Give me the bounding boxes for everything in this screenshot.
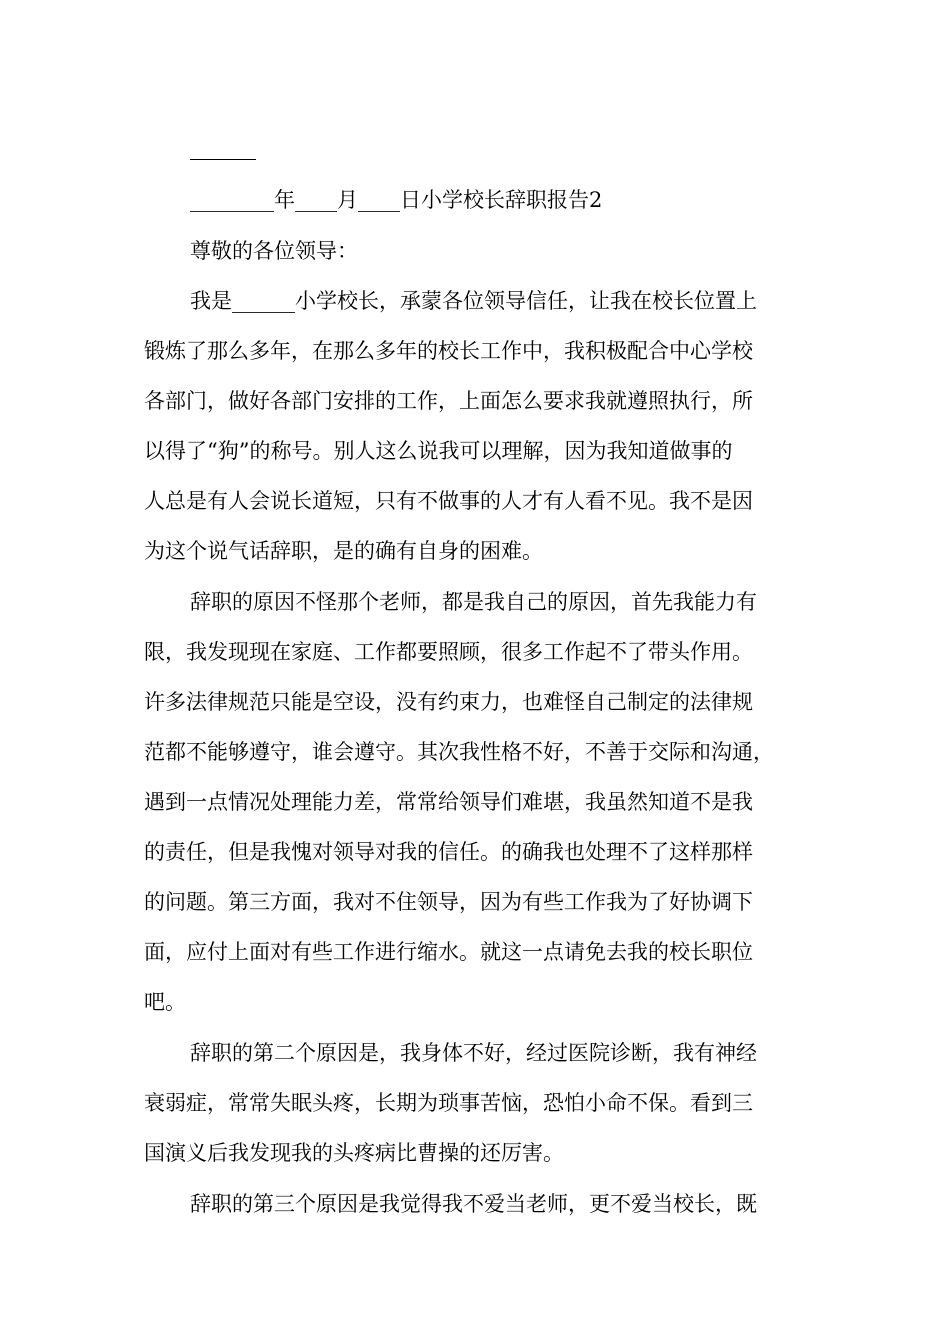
- paragraph-2-line-1: 辞职的原因不怪那个老师，都是我自己的原因，首先我能力有: [190, 590, 757, 614]
- paragraph-2-line-5: 遇到一点情况处理能力差，常常给领导们难堪，我虽然知道不是我: [144, 790, 753, 814]
- paragraph-3-line-3: 国演义后我发现我的头疼病比曹操的还厉害。: [144, 1141, 564, 1165]
- paragraph-2-line-2: 限，我发现现在家庭、工作都要照顾，很多工作起不了带头作用。: [144, 640, 753, 664]
- salutation: 尊敬的各位领导：: [190, 239, 358, 263]
- paragraph-2-line-9: 吧。: [144, 990, 186, 1014]
- paragraph-3-line-2: 衰弱症，常常失眠头疼，长期为琐事苦恼，恐怕小命不保。看到三: [144, 1091, 753, 1115]
- paragraph-1-line-1: 我是______小学校长，承蒙各位领导信任，让我在校长位置上: [190, 289, 757, 313]
- paragraph-3-line-1: 辞职的第二个原因是，我身体不好，经过医院诊断，我有神经: [190, 1041, 757, 1065]
- paragraph-2-line-6: 的责任，但是我愧对领导对我的信任。的确我也处理不了这样那样: [144, 840, 753, 864]
- paragraph-1-line-2: 锻炼了那么多年，在那么多年的校长工作中，我积极配合中心学校: [144, 339, 753, 363]
- signature-blank-line: [190, 159, 256, 160]
- paragraph-1-line-3: 各部门，做好各部门安排的工作，上面怎么要求我就遵照执行，所: [144, 389, 753, 413]
- paragraph-4-line-1: 辞职的第三个原因是我觉得我不爱当老师，更不爱当校长，既: [190, 1192, 757, 1216]
- paragraph-1-line-6: 为这个说气话辞职，是的确有自身的困难。: [144, 539, 543, 563]
- paragraph-1-line-4: 以得了“狗”的称号。别人这么说我可以理解，因为我知道做事的: [144, 439, 733, 463]
- paragraph-2-line-4: 范都不能够遵守，谁会遵守。其次我性格不好，不善于交际和沟通，: [144, 740, 774, 764]
- paragraph-2-line-3: 许多法律规范只能是空设，没有约束力，也难怪自己制定的法律规: [144, 690, 753, 714]
- paragraph-1-line-5: 人总是有人会说长道短，只有不做事的人才有人看不见。我不是因: [144, 489, 753, 513]
- date-title-line: ________年____月____日小学校长辞职报告2: [190, 188, 603, 212]
- paragraph-2-line-7: 的问题。第三方面，我对不住领导，因为有些工作我为了好协调下: [144, 890, 753, 914]
- paragraph-2-line-8: 面，应付上面对有些工作进行缩水。就这一点请免去我的校长职位: [144, 940, 753, 964]
